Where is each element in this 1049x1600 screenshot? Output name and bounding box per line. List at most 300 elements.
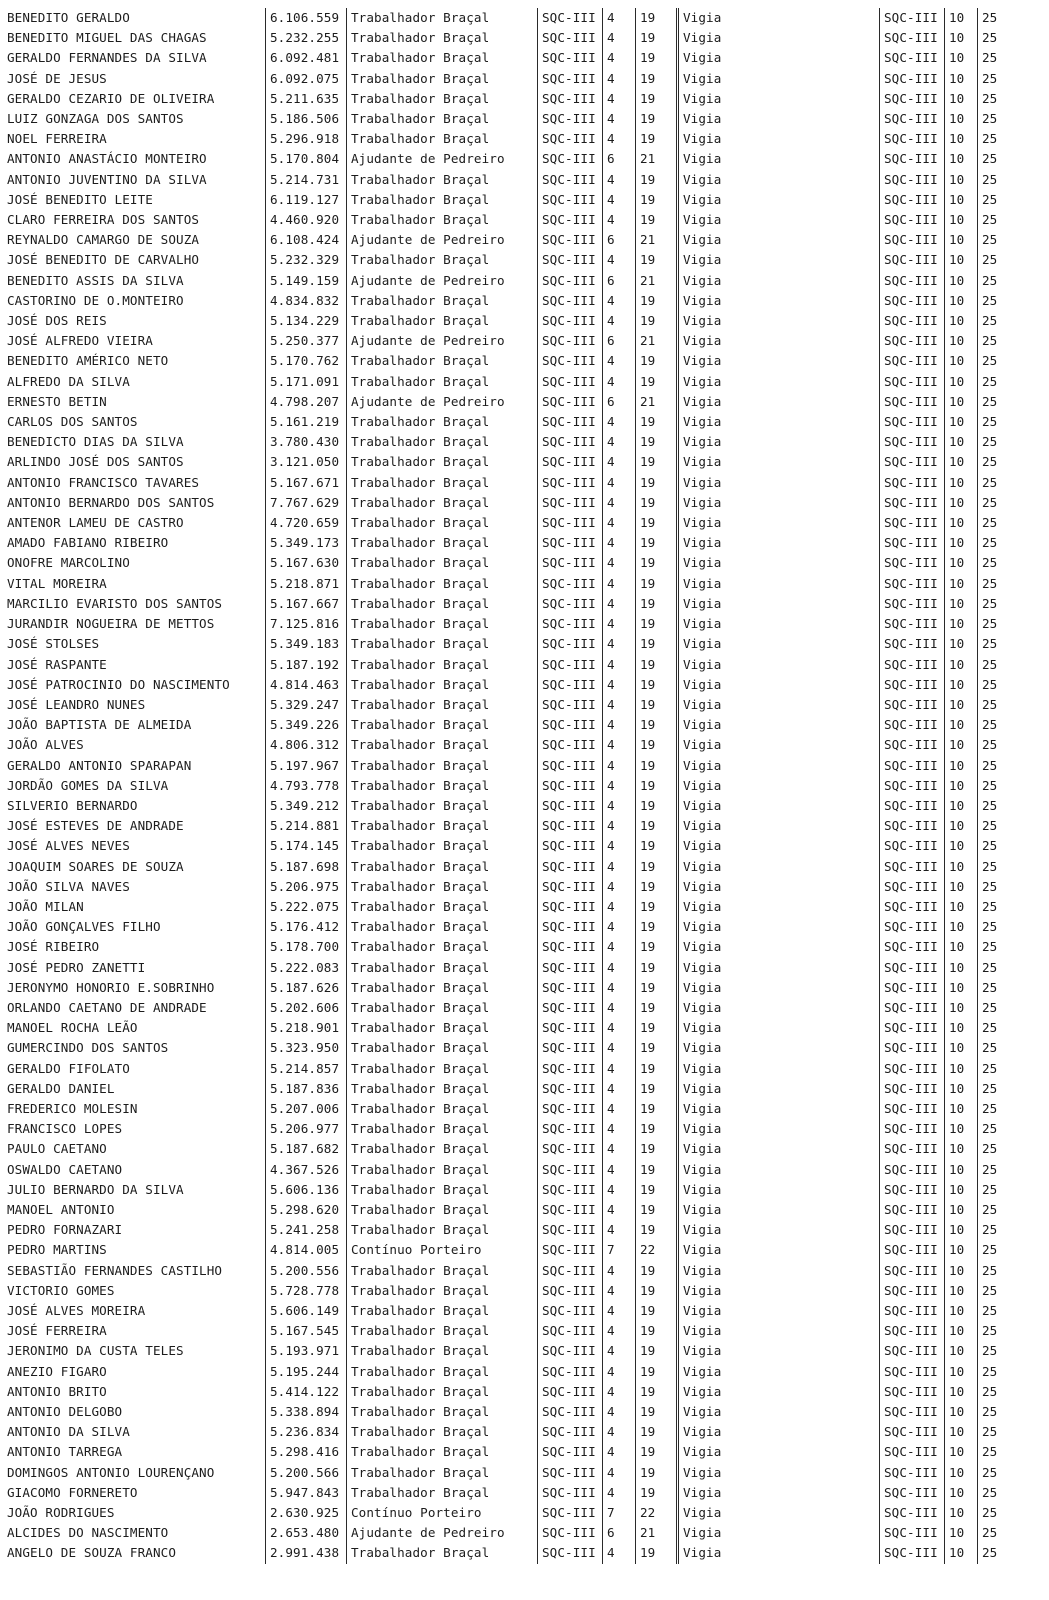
table-row <box>3 89 1012 109</box>
employee-name-cell: JOSÉ DE JESUS <box>7 70 107 86</box>
table-row <box>3 1180 1012 1200</box>
current-reference-cell: 19 <box>636 1220 678 1240</box>
current-role-cell: Trabalhador Braçal <box>347 1059 538 1079</box>
current-role-cell: Trabalhador Braçal <box>347 836 538 856</box>
new-reference-cell: 25 <box>978 897 1013 917</box>
new-reference-cell: 25 <box>978 857 1013 877</box>
employee-name-cell: ANEZIO FIGARO <box>7 1363 107 1379</box>
current-level-cell: 4 <box>603 776 636 796</box>
new-table-cell: SQC-III <box>880 170 945 190</box>
registration-number-cell: 5.211.635 <box>266 89 347 109</box>
current-role-cell: Trabalhador Braçal <box>347 776 538 796</box>
current-role-cell: Trabalhador Braçal <box>347 1220 538 1240</box>
new-reference-cell: 25 <box>978 89 1013 109</box>
new-level-cell: 10 <box>945 1099 978 1119</box>
current-level-cell: 6 <box>603 392 636 412</box>
current-role-cell: Trabalhador Braçal <box>347 978 538 998</box>
new-role-cell: Vigia <box>678 351 880 371</box>
current-reference-cell: 19 <box>636 1463 678 1483</box>
current-table-cell: SQC-III <box>538 1442 603 1462</box>
table-row <box>3 1402 1012 1422</box>
new-table-cell: SQC-III <box>880 816 945 836</box>
table-row <box>3 533 1012 553</box>
new-reference-cell: 25 <box>978 372 1013 392</box>
new-level-cell: 10 <box>945 897 978 917</box>
table-row <box>3 1261 1012 1281</box>
new-level-cell: 10 <box>945 796 978 816</box>
current-reference-cell: 21 <box>636 331 678 351</box>
new-table-cell: SQC-III <box>880 857 945 877</box>
registration-number-cell: 5.218.871 <box>266 574 347 594</box>
current-role-cell: Trabalhador Braçal <box>347 735 538 755</box>
current-level-cell: 4 <box>603 877 636 897</box>
current-role-cell: Trabalhador Braçal <box>347 1301 538 1321</box>
new-role-cell: Vigia <box>678 48 880 68</box>
registration-number-cell: 4.798.207 <box>266 392 347 412</box>
current-role-cell: Trabalhador Braçal <box>347 372 538 392</box>
new-table-cell: SQC-III <box>880 28 945 48</box>
registration-number-cell: 2.991.438 <box>266 1543 347 1563</box>
current-reference-cell: 19 <box>636 1281 678 1301</box>
new-reference-cell: 25 <box>978 1523 1013 1543</box>
new-table-cell: SQC-III <box>880 634 945 654</box>
new-role-cell: Vigia <box>678 1382 880 1402</box>
table-row <box>3 614 1012 634</box>
new-table-cell: SQC-III <box>880 210 945 230</box>
registration-number-cell: 5.329.247 <box>266 695 347 715</box>
new-role-cell: Vigia <box>678 1321 880 1341</box>
current-table-cell: SQC-III <box>538 857 603 877</box>
new-reference-cell: 25 <box>978 978 1013 998</box>
new-reference-cell: 25 <box>978 574 1013 594</box>
table-row <box>3 1059 1012 1079</box>
registration-number-cell: 5.187.682 <box>266 1139 347 1159</box>
current-level-cell: 4 <box>603 836 636 856</box>
current-level-cell: 4 <box>603 715 636 735</box>
new-level-cell: 10 <box>945 655 978 675</box>
employee-name-cell: JOAQUIM SOARES DE SOUZA <box>7 858 184 874</box>
registration-number-cell: 5.207.006 <box>266 1099 347 1119</box>
new-reference-cell: 25 <box>978 917 1013 937</box>
current-level-cell: 4 <box>603 513 636 533</box>
new-role-cell: Vigia <box>678 756 880 776</box>
new-level-cell: 10 <box>945 1261 978 1281</box>
new-reference-cell: 25 <box>978 412 1013 432</box>
employee-name-cell: LUIZ GONZAGA DOS SANTOS <box>7 111 184 127</box>
registration-number-cell: 2.653.480 <box>266 1523 347 1543</box>
table-row <box>3 836 1012 856</box>
current-reference-cell: 19 <box>636 857 678 877</box>
new-reference-cell: 25 <box>978 452 1013 472</box>
current-role-cell: Trabalhador Braçal <box>347 897 538 917</box>
new-reference-cell: 25 <box>978 1321 1013 1341</box>
table-row <box>3 8 1012 28</box>
registration-number-cell: 5.187.192 <box>266 655 347 675</box>
employee-name-cell: JOÃO BAPTISTA DE ALMEIDA <box>7 717 192 733</box>
new-level-cell: 10 <box>945 170 978 190</box>
employee-name-cell: CLARO FERREIRA DOS SANTOS <box>7 212 200 228</box>
current-table-cell: SQC-III <box>538 776 603 796</box>
registration-number-cell: 5.606.149 <box>266 1301 347 1321</box>
current-level-cell: 4 <box>603 594 636 614</box>
current-role-cell: Trabalhador Braçal <box>347 1543 538 1563</box>
table-row <box>3 473 1012 493</box>
current-table-cell: SQC-III <box>538 412 603 432</box>
new-table-cell: SQC-III <box>880 1099 945 1119</box>
new-reference-cell: 25 <box>978 958 1013 978</box>
new-role-cell: Vigia <box>678 1079 880 1099</box>
current-role-cell: Trabalhador Braçal <box>347 210 538 230</box>
table-row <box>3 1160 1012 1180</box>
new-role-cell: Vigia <box>678 877 880 897</box>
new-role-cell: Vigia <box>678 392 880 412</box>
new-role-cell: Vigia <box>678 1402 880 1422</box>
current-reference-cell: 19 <box>636 1382 678 1402</box>
table-row <box>3 190 1012 210</box>
current-role-cell: Trabalhador Braçal <box>347 291 538 311</box>
current-level-cell: 4 <box>603 937 636 957</box>
current-reference-cell: 19 <box>636 675 678 695</box>
new-table-cell: SQC-III <box>880 473 945 493</box>
new-table-cell: SQC-III <box>880 796 945 816</box>
employee-name-cell: GERALDO FERNANDES DA SILVA <box>7 50 207 66</box>
employee-name-cell: FREDERICO MOLESIN <box>7 1100 138 1116</box>
new-reference-cell: 25 <box>978 69 1013 89</box>
new-reference-cell: 25 <box>978 513 1013 533</box>
new-role-cell: Vigia <box>678 250 880 270</box>
current-reference-cell: 19 <box>636 695 678 715</box>
employee-name-cell: AMADO FABIANO RIBEIRO <box>7 535 169 551</box>
current-role-cell: Trabalhador Braçal <box>347 533 538 553</box>
current-table-cell: SQC-III <box>538 634 603 654</box>
registration-number-cell: 5.170.762 <box>266 351 347 371</box>
new-level-cell: 10 <box>945 553 978 573</box>
new-level-cell: 10 <box>945 452 978 472</box>
current-table-cell: SQC-III <box>538 695 603 715</box>
employee-name-cell: JERONIMO DA CUSTA TELES <box>7 1343 184 1359</box>
employee-name-cell: BENEDICTO DIAS DA SILVA <box>7 434 184 450</box>
registration-number-cell: 4.834.832 <box>266 291 347 311</box>
new-level-cell: 10 <box>945 978 978 998</box>
registration-number-cell: 5.187.836 <box>266 1079 347 1099</box>
employee-name-cell: JOSÉ LEANDRO NUNES <box>7 696 146 712</box>
employee-name-cell: ANTONIO BERNARDO DOS SANTOS <box>7 494 215 510</box>
registration-number-cell: 5.349.226 <box>266 715 347 735</box>
table-row <box>3 513 1012 533</box>
registration-number-cell: 4.793.778 <box>266 776 347 796</box>
new-role-cell: Vigia <box>678 998 880 1018</box>
employee-name-cell: ANTONIO DA SILVA <box>7 1424 130 1440</box>
new-role-cell: Vigia <box>678 816 880 836</box>
current-level-cell: 4 <box>603 1180 636 1200</box>
new-role-cell: Vigia <box>678 978 880 998</box>
current-table-cell: SQC-III <box>538 493 603 513</box>
employee-name-cell: JOSÉ PATROCINIO DO NASCIMENTO <box>7 676 230 692</box>
new-level-cell: 10 <box>945 1079 978 1099</box>
registration-number-cell: 5.338.894 <box>266 1402 347 1422</box>
employee-name-cell: SEBASTIÃO FERNANDES CASTILHO <box>7 1262 223 1278</box>
new-level-cell: 10 <box>945 1362 978 1382</box>
current-table-cell: SQC-III <box>538 553 603 573</box>
new-table-cell: SQC-III <box>880 129 945 149</box>
new-role-cell: Vigia <box>678 937 880 957</box>
new-level-cell: 10 <box>945 1240 978 1260</box>
table-row <box>3 1240 1012 1260</box>
current-level-cell: 4 <box>603 756 636 776</box>
current-reference-cell: 19 <box>636 655 678 675</box>
employee-name-cell: JORDÃO GOMES DA SILVA <box>7 777 169 793</box>
current-reference-cell: 22 <box>636 1503 678 1523</box>
new-reference-cell: 25 <box>978 1059 1013 1079</box>
new-table-cell: SQC-III <box>880 190 945 210</box>
table-row <box>3 1139 1012 1159</box>
new-level-cell: 10 <box>945 190 978 210</box>
new-role-cell: Vigia <box>678 28 880 48</box>
current-reference-cell: 19 <box>636 1261 678 1281</box>
current-table-cell: SQC-III <box>538 1503 603 1523</box>
registration-number-cell: 6.092.481 <box>266 48 347 68</box>
new-reference-cell: 25 <box>978 149 1013 169</box>
current-reference-cell: 19 <box>636 1059 678 1079</box>
employee-name-cell: BENEDITO AMÉRICO NETO <box>7 353 169 369</box>
new-table-cell: SQC-III <box>880 1422 945 1442</box>
current-table-cell: SQC-III <box>538 1220 603 1240</box>
registration-number-cell: 3.121.050 <box>266 452 347 472</box>
current-table-cell: SQC-III <box>538 1321 603 1341</box>
new-level-cell: 10 <box>945 493 978 513</box>
current-role-cell: Trabalhador Braçal <box>347 1281 538 1301</box>
new-role-cell: Vigia <box>678 917 880 937</box>
table-row <box>3 28 1012 48</box>
new-reference-cell: 25 <box>978 998 1013 1018</box>
current-table-cell: SQC-III <box>538 1301 603 1321</box>
current-reference-cell: 19 <box>636 311 678 331</box>
current-role-cell: Trabalhador Braçal <box>347 1483 538 1503</box>
new-role-cell: Vigia <box>678 513 880 533</box>
new-role-cell: Vigia <box>678 190 880 210</box>
current-level-cell: 4 <box>603 1382 636 1402</box>
current-reference-cell: 19 <box>636 1119 678 1139</box>
new-reference-cell: 25 <box>978 1018 1013 1038</box>
current-role-cell: Trabalhador Braçal <box>347 1382 538 1402</box>
table-row <box>3 1483 1012 1503</box>
table-row <box>3 1099 1012 1119</box>
new-reference-cell: 25 <box>978 756 1013 776</box>
new-role-cell: Vigia <box>678 1362 880 1382</box>
registration-number-cell: 5.202.606 <box>266 998 347 1018</box>
current-reference-cell: 19 <box>636 776 678 796</box>
new-table-cell: SQC-III <box>880 1079 945 1099</box>
current-role-cell: Trabalhador Braçal <box>347 614 538 634</box>
new-table-cell: SQC-III <box>880 917 945 937</box>
new-table-cell: SQC-III <box>880 109 945 129</box>
table-row <box>3 129 1012 149</box>
current-role-cell: Ajudante de Pedreiro <box>347 331 538 351</box>
employee-name-cell: JOSÉ ALFREDO VIEIRA <box>7 333 153 349</box>
current-level-cell: 4 <box>603 432 636 452</box>
current-table-cell: SQC-III <box>538 69 603 89</box>
current-table-cell: SQC-III <box>538 48 603 68</box>
current-role-cell: Trabalhador Braçal <box>347 553 538 573</box>
registration-number-cell: 3.780.430 <box>266 432 347 452</box>
table-row <box>3 1442 1012 1462</box>
current-level-cell: 4 <box>603 291 636 311</box>
current-table-cell: SQC-III <box>538 574 603 594</box>
table-row <box>3 1200 1012 1220</box>
registration-number-cell: 4.806.312 <box>266 735 347 755</box>
new-role-cell: Vigia <box>678 897 880 917</box>
employee-name-cell: JOSÉ FERREIRA <box>7 1323 107 1339</box>
table-row <box>3 432 1012 452</box>
current-role-cell: Trabalhador Braçal <box>347 695 538 715</box>
employee-name-cell: GERALDO ANTONIO SPARAPAN <box>7 757 192 773</box>
employee-name-cell: GERALDO DANIEL <box>7 1080 115 1096</box>
new-level-cell: 10 <box>945 28 978 48</box>
current-level-cell: 4 <box>603 1059 636 1079</box>
employee-name-cell: MANOEL ROCHA LEÃO <box>7 1020 138 1036</box>
current-role-cell: Trabalhador Braçal <box>347 958 538 978</box>
new-table-cell: SQC-III <box>880 958 945 978</box>
current-table-cell: SQC-III <box>538 958 603 978</box>
table-row <box>3 230 1012 250</box>
current-role-cell: Trabalhador Braçal <box>347 877 538 897</box>
table-row <box>3 655 1012 675</box>
new-table-cell: SQC-III <box>880 372 945 392</box>
new-role-cell: Vigia <box>678 1059 880 1079</box>
current-reference-cell: 19 <box>636 372 678 392</box>
current-role-cell: Trabalhador Braçal <box>347 412 538 432</box>
current-reference-cell: 19 <box>636 978 678 998</box>
new-reference-cell: 25 <box>978 816 1013 836</box>
table-row <box>3 170 1012 190</box>
current-level-cell: 4 <box>603 170 636 190</box>
current-reference-cell: 19 <box>636 937 678 957</box>
new-role-cell: Vigia <box>678 533 880 553</box>
current-role-cell: Trabalhador Braçal <box>347 634 538 654</box>
registration-number-cell: 5.174.145 <box>266 836 347 856</box>
registration-number-cell: 5.214.731 <box>266 170 347 190</box>
employee-name-cell: OSWALDO CAETANO <box>7 1161 123 1177</box>
current-table-cell: SQC-III <box>538 1038 603 1058</box>
table-row <box>3 109 1012 129</box>
table-row <box>3 1422 1012 1442</box>
current-table-cell: SQC-III <box>538 1483 603 1503</box>
table-row <box>3 1301 1012 1321</box>
new-role-cell: Vigia <box>678 1463 880 1483</box>
new-reference-cell: 25 <box>978 1220 1013 1240</box>
new-reference-cell: 25 <box>978 735 1013 755</box>
new-level-cell: 10 <box>945 311 978 331</box>
current-reference-cell: 19 <box>636 1200 678 1220</box>
new-level-cell: 10 <box>945 351 978 371</box>
table-row <box>3 331 1012 351</box>
new-role-cell: Vigia <box>678 473 880 493</box>
new-level-cell: 10 <box>945 735 978 755</box>
current-role-cell: Trabalhador Braçal <box>347 1018 538 1038</box>
new-level-cell: 10 <box>945 1038 978 1058</box>
current-level-cell: 4 <box>603 48 636 68</box>
new-level-cell: 10 <box>945 776 978 796</box>
new-role-cell: Vigia <box>678 1240 880 1260</box>
current-role-cell: Trabalhador Braçal <box>347 1200 538 1220</box>
new-table-cell: SQC-III <box>880 978 945 998</box>
new-level-cell: 10 <box>945 1523 978 1543</box>
new-table-cell: SQC-III <box>880 675 945 695</box>
new-role-cell: Vigia <box>678 857 880 877</box>
table-row <box>3 877 1012 897</box>
new-level-cell: 10 <box>945 937 978 957</box>
new-role-cell: Vigia <box>678 655 880 675</box>
current-table-cell: SQC-III <box>538 1281 603 1301</box>
current-level-cell: 4 <box>603 553 636 573</box>
employee-name-cell: ORLANDO CAETANO DE ANDRADE <box>7 999 207 1015</box>
current-role-cell: Ajudante de Pedreiro <box>347 1523 538 1543</box>
current-reference-cell: 19 <box>636 1341 678 1361</box>
new-reference-cell: 25 <box>978 210 1013 230</box>
new-reference-cell: 25 <box>978 190 1013 210</box>
registration-number-cell: 5.222.083 <box>266 958 347 978</box>
new-table-cell: SQC-III <box>880 1160 945 1180</box>
registration-number-cell: 5.186.506 <box>266 109 347 129</box>
employee-name-cell: ANTONIO ANASTÁCIO MONTEIRO <box>7 151 207 167</box>
current-role-cell: Trabalhador Braçal <box>347 1180 538 1200</box>
current-table-cell: SQC-III <box>538 513 603 533</box>
current-level-cell: 6 <box>603 230 636 250</box>
new-table-cell: SQC-III <box>880 291 945 311</box>
current-level-cell: 4 <box>603 655 636 675</box>
registration-number-cell: 5.197.967 <box>266 756 347 776</box>
table-row <box>3 937 1012 957</box>
registration-number-cell: 5.250.377 <box>266 331 347 351</box>
new-reference-cell: 25 <box>978 1240 1013 1260</box>
new-level-cell: 10 <box>945 1220 978 1240</box>
registration-number-cell: 5.195.244 <box>266 1362 347 1382</box>
current-table-cell: SQC-III <box>538 594 603 614</box>
new-reference-cell: 25 <box>978 1402 1013 1422</box>
new-table-cell: SQC-III <box>880 1543 945 1563</box>
new-reference-cell: 25 <box>978 230 1013 250</box>
new-level-cell: 10 <box>945 1200 978 1220</box>
current-role-cell: Trabalhador Braçal <box>347 69 538 89</box>
current-reference-cell: 19 <box>636 412 678 432</box>
table-row <box>3 412 1012 432</box>
new-table-cell: SQC-III <box>880 149 945 169</box>
current-reference-cell: 19 <box>636 1483 678 1503</box>
new-reference-cell: 25 <box>978 1341 1013 1361</box>
new-reference-cell: 25 <box>978 8 1013 28</box>
current-role-cell: Ajudante de Pedreiro <box>347 230 538 250</box>
table-row <box>3 675 1012 695</box>
current-table-cell: SQC-III <box>538 1160 603 1180</box>
current-role-cell: Trabalhador Braçal <box>347 48 538 68</box>
registration-number-cell: 5.206.977 <box>266 1119 347 1139</box>
new-reference-cell: 25 <box>978 1503 1013 1523</box>
new-reference-cell: 25 <box>978 553 1013 573</box>
current-table-cell: SQC-III <box>538 836 603 856</box>
current-reference-cell: 19 <box>636 493 678 513</box>
new-table-cell: SQC-III <box>880 574 945 594</box>
current-reference-cell: 19 <box>636 796 678 816</box>
new-table-cell: SQC-III <box>880 1503 945 1523</box>
current-role-cell: Trabalhador Braçal <box>347 1463 538 1483</box>
employee-name-cell: MARCILIO EVARISTO DOS SANTOS <box>7 595 223 611</box>
current-table-cell: SQC-III <box>538 452 603 472</box>
current-reference-cell: 19 <box>636 1139 678 1159</box>
new-level-cell: 10 <box>945 836 978 856</box>
current-role-cell: Trabalhador Braçal <box>347 513 538 533</box>
table-row <box>3 897 1012 917</box>
registration-number-cell: 5.149.159 <box>266 271 347 291</box>
